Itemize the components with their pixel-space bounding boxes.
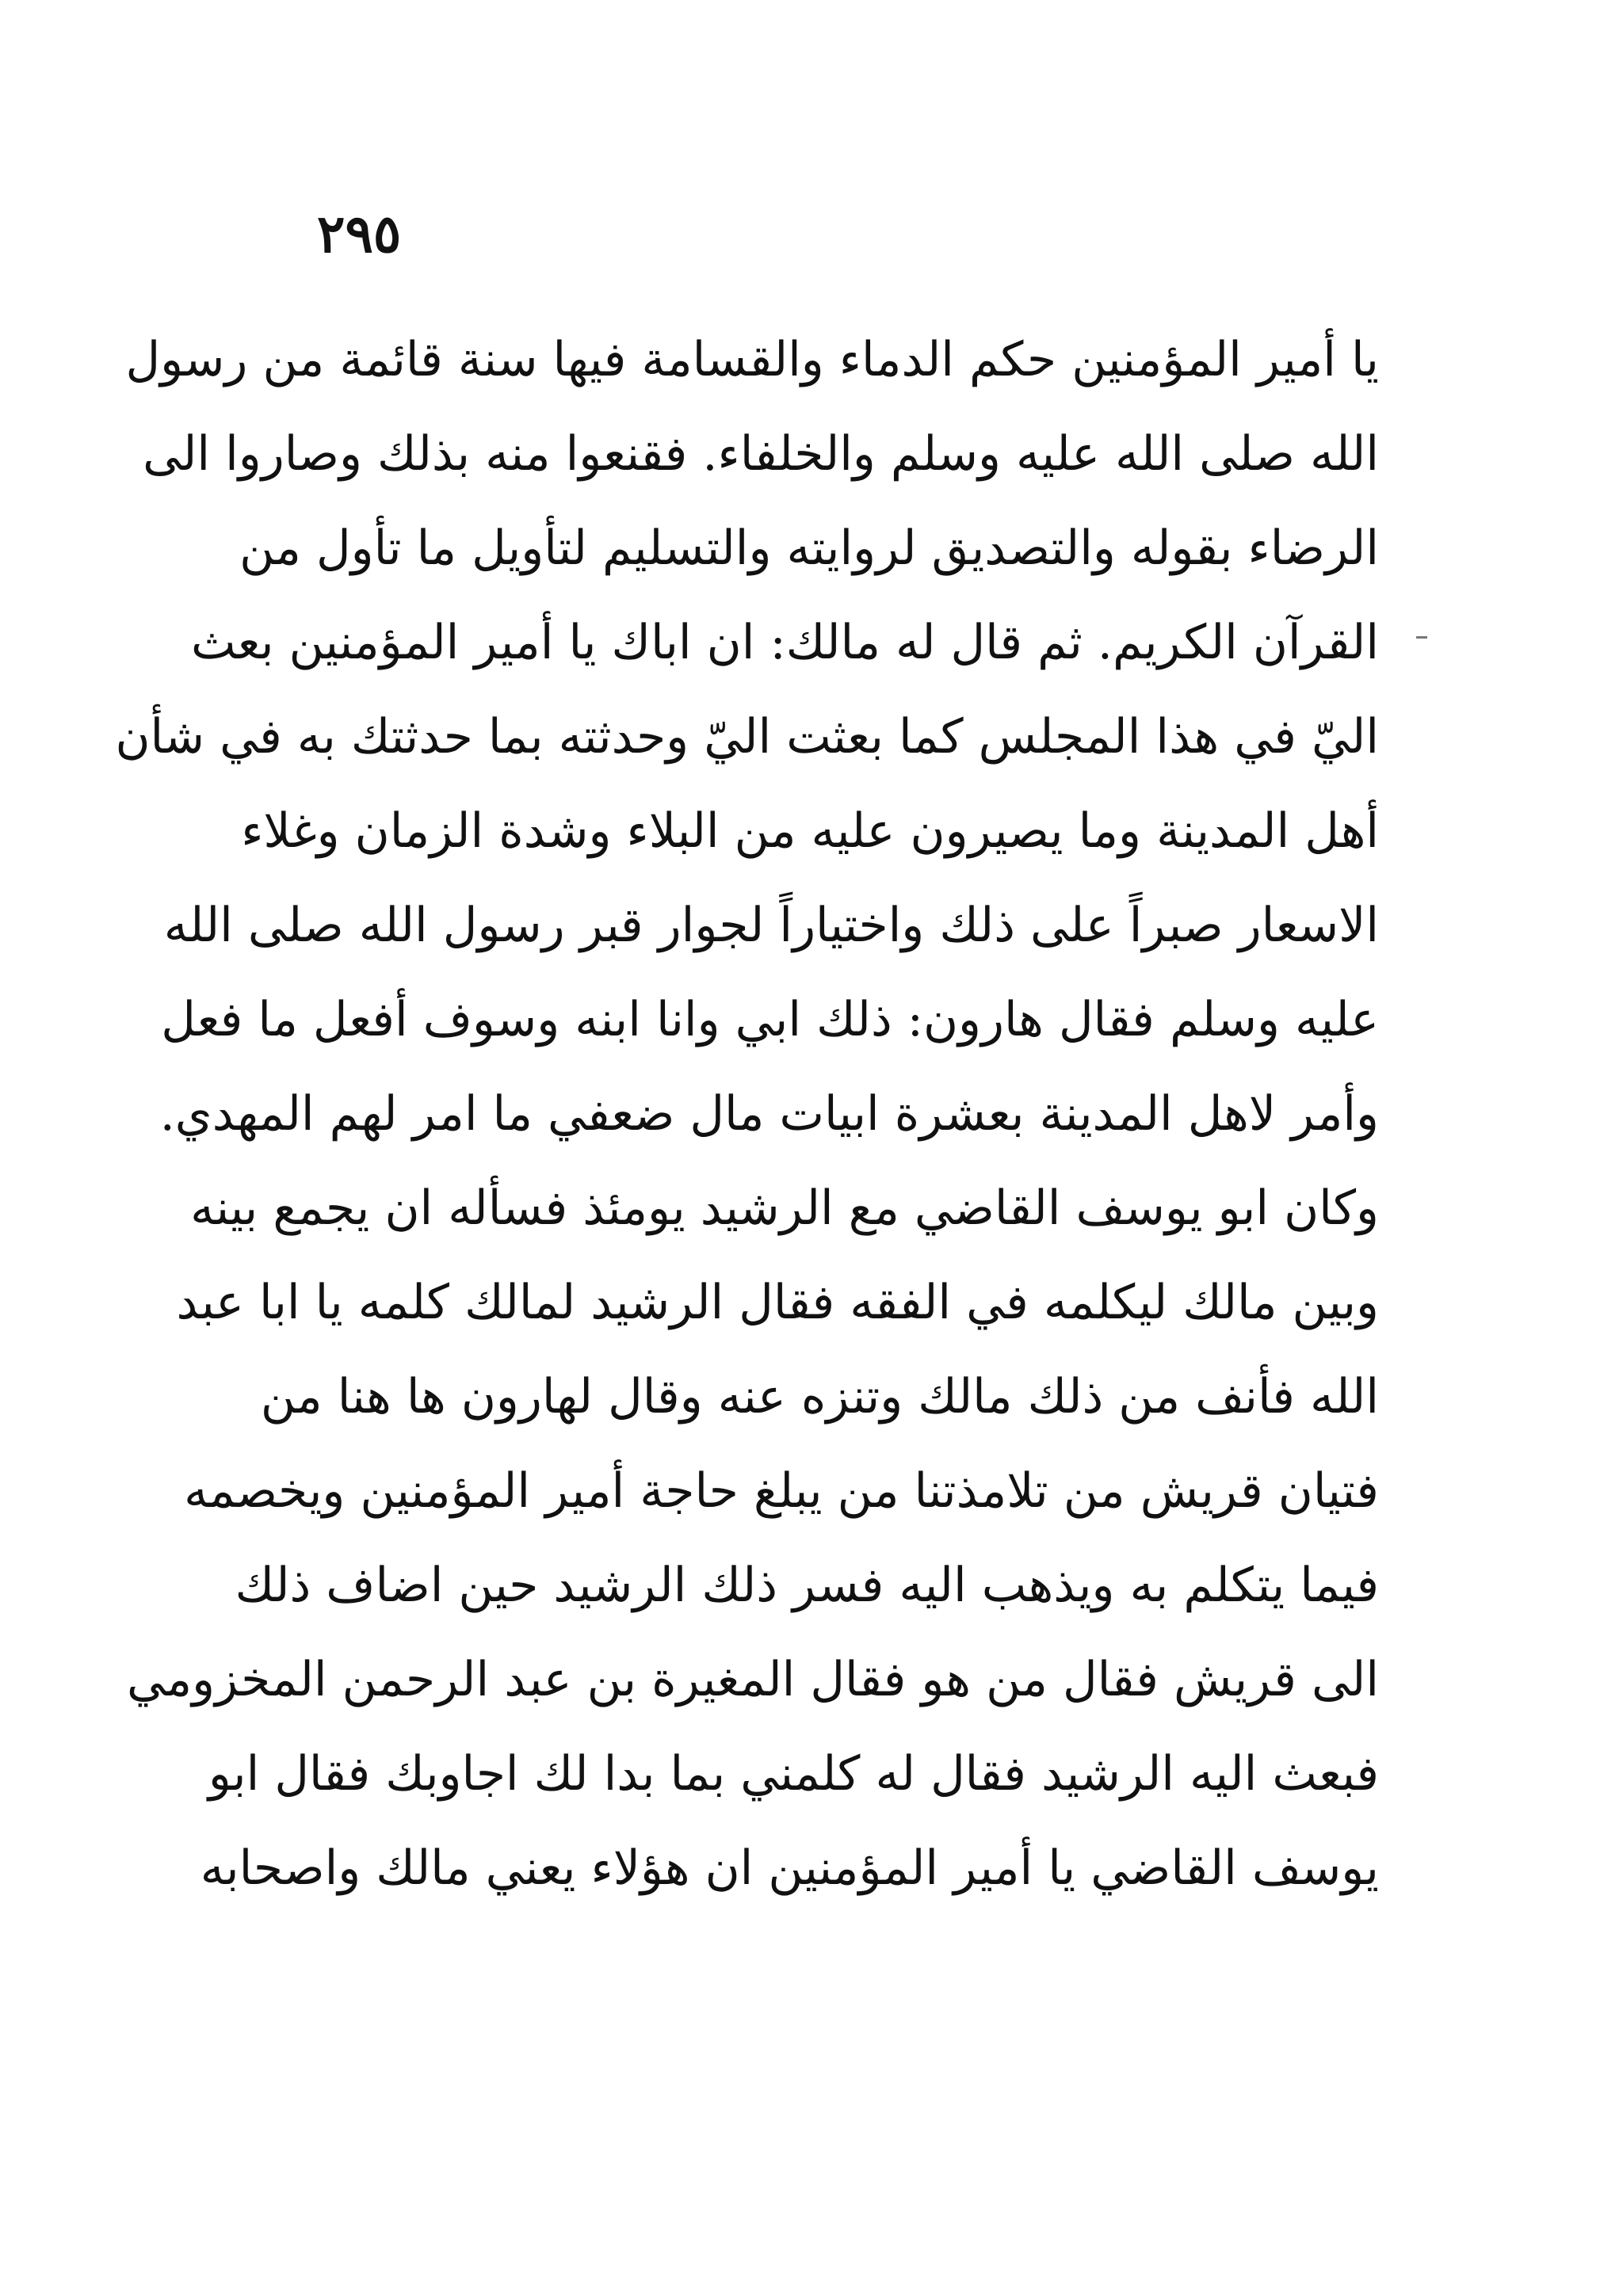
- text-line-5: اليّ في هذا المجلس كما بعثت اليّ وحدثته بما حدثتك به في شأن: [115, 709, 1379, 765]
- text-line-16: فبعث اليه الرشيد فقال له كلمني بما بدا لك اجاوبك فقال ابو: [208, 1746, 1379, 1802]
- text-line-2: الله صلى الله عليه وسلم والخلفاء. فقنعوا منه بذلك وصاروا الى: [143, 426, 1379, 482]
- text-line-12: الله فأنف من ذلك مالك وتنزه عنه وقال لهارون ها هنا من: [260, 1369, 1379, 1425]
- text-line-8: عليه وسلم فقال هارون: ذلك ابي وانا ابنه وسوف أفعل ما فعل: [161, 992, 1379, 1047]
- text-line-15: الى قريش فقال من هو فقال المغيرة بن عبد الرحمن المخزومي: [126, 1652, 1379, 1707]
- page-number: ٢٩٥: [317, 203, 402, 265]
- text-line-1: يا أمير المؤمنين حكم الدماء والقسامة فيها سنة قائمة من رسول: [125, 332, 1379, 387]
- text-line-6: أهل المدينة وما يصيرون عليه من البلاء وشدة الزمان وغلاء: [241, 803, 1379, 859]
- text-line-14: فيما يتكلم به ويذهب اليه فسر ذلك الرشيد حين اضاف ذلك: [235, 1558, 1379, 1613]
- text-line-4: القرآن الكريم. ثم قال له مالك: ان اباك يا أمير المؤمنين بعث: [190, 615, 1379, 670]
- text-line-13: فتيان قريش من تلامذتنا من يبلغ حاجة أمير المؤمنين ويخصمه: [184, 1463, 1379, 1519]
- text-line-17: يوسف القاضي يا أمير المؤمنين ان هؤلاء يعني مالك واصحابه: [200, 1840, 1379, 1896]
- text-line-9: وأمر لاهل المدينة بعشرة ابيات مال ضعفي ما امر لهم المهدي.: [159, 1086, 1379, 1142]
- body-text: [115, 313, 1379, 1916]
- text-line-11: وبين مالك ليكلمه في الفقه فقال الرشيد لمالك كلمه يا ابا عبد: [176, 1275, 1379, 1330]
- text-line-7: الاسعار صبراً على ذلك واختياراً لجوار قبر رسول الله صلى الله: [163, 898, 1379, 953]
- text-line-10: وكان ابو يوسف القاضي مع الرشيد يومئذ فسأله ان يجمع بينه: [190, 1180, 1379, 1236]
- text-line-3: الرضاء بقوله والتصديق لروايته والتسليم لتأويل ما تأول من: [239, 521, 1379, 576]
- scan-speck: [1416, 636, 1427, 639]
